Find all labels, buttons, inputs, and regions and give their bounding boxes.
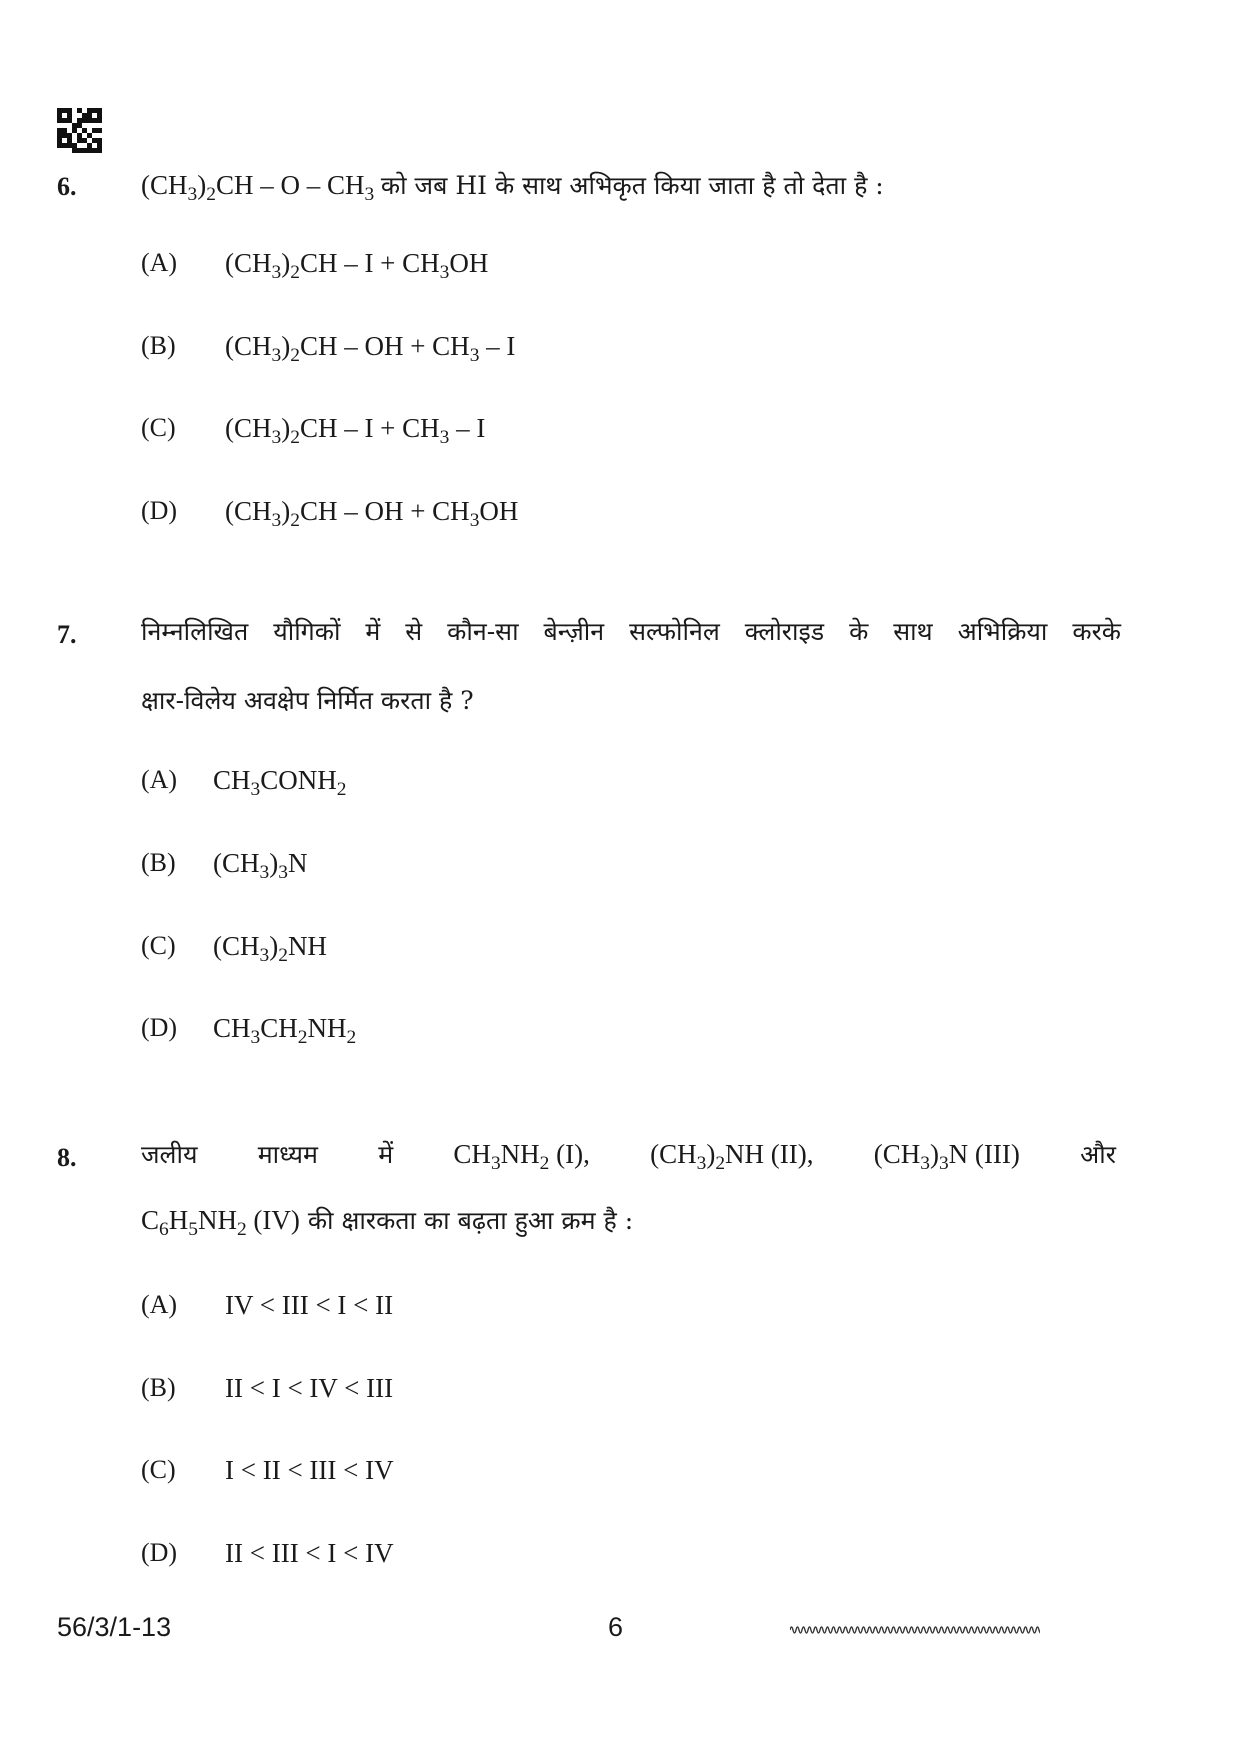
q8-option-b-text: II < I < IV < III (225, 1373, 394, 1403)
q6-option-c: (C) $(CH_3)_2CH - I + CH_3 - I$ (141, 413, 486, 449)
q6-option-a-text: $(CH_3)_2CH - I + CH_3OH$ (225, 248, 489, 284)
q8-compound-1: $CH_3NH_2$ (I), (453, 1139, 590, 1175)
q8-stem-line-2-text: की क्षारकता का बढ़ता हुआ क्रम है : (299, 1206, 634, 1235)
q7-stem-line-2: क्षार-विलेय अवक्षेप निर्मित करता है ? (141, 686, 474, 715)
q8-option-c: (C) I < II < III < IV (141, 1455, 394, 1485)
q6-stem-formula: $(CH_3)_2CH$ – O – $CH_3$ (141, 170, 375, 206)
q7-option-b-text: $(CH_3)_3N$ (213, 848, 308, 884)
paper-code: 56/3/1-13 (57, 1612, 172, 1642)
page-number: 6 (608, 1612, 624, 1642)
question-7-number: 7. (57, 620, 77, 649)
q7-option-b: (B) $(CH_3)_3N$ (141, 848, 308, 884)
q8-stem-line-1 (141, 1137, 1116, 1175)
q7-stem-line-1: निम्नलिखित यौगिकों में से कौन-सा बेन्ज़ीन सल्फोनिल क्लोराइड के साथ अभिक्रिया करके (141, 617, 1121, 646)
q8-option-a-text: IV < III < I < II (225, 1290, 394, 1320)
q8-word-2: माध्यम (257, 1140, 318, 1169)
q7-option-a-text: $CH_3CONH_2$ (213, 765, 347, 801)
q7-option-d-text: $CH_3CH_2NH_2$ (213, 1013, 357, 1049)
q8-word-3: में (378, 1140, 394, 1169)
q7-option-d: (D) $CH_3CH_2NH_2$ (141, 1013, 357, 1049)
q8-compound-4: $C_6H_5NH_2$ (IV) (141, 1205, 300, 1241)
q8-word-and: और (1080, 1140, 1116, 1169)
q6-option-c-text: $(CH_3)_2CH - I + CH_3 - I$ (225, 413, 486, 449)
q6-option-a: (A) $(CH_3)_2CH - I + CH_3OH$ (141, 248, 489, 284)
q7-option-c-text: $(CH_3)_2NH$ (213, 931, 327, 967)
wavy-line-icon (790, 1620, 1040, 1640)
q8-option-d-text: II < III < I < IV (225, 1538, 394, 1568)
question-8-number: 8. (57, 1143, 77, 1172)
q8-option-d: (D) II < III < I < IV (141, 1538, 394, 1568)
q6-option-d-text: $(CH_3)_2CH$ – OH + $CH_3OH$ (225, 496, 519, 532)
q6-stem-text: को जब HI के साथ अभिकृत किया जाता है तो देता है : (380, 171, 884, 200)
q7-option-a: (A) $CH_3CONH_2$ (141, 765, 347, 801)
q7-option-c: (C) $(CH_3)_2NH$ (141, 931, 327, 967)
question-6-stem (141, 168, 884, 206)
q6-option-b-text: $(CH_3)_2CH$ – OH + $CH_3$ – I (225, 331, 516, 367)
q8-stem-line-2 (141, 1203, 634, 1241)
q8-compound-2: $(CH_3)_2NH$ (II), (650, 1139, 814, 1175)
q8-compound-3: $(CH_3)_3N$ (III) (873, 1139, 1020, 1175)
question-6-number: 6. (57, 172, 77, 201)
q8-word-1: जलीय (141, 1140, 198, 1169)
q6-option-b: (B) $(CH_3)_2CH$ – OH + $CH_3$ – I (141, 331, 516, 367)
qr-code-icon (57, 108, 102, 153)
q8-option-c-text: I < II < III < IV (225, 1455, 394, 1485)
q6-option-d: (D) $(CH_3)_2CH$ – OH + $CH_3OH$ (141, 496, 519, 532)
q8-option-a: (A) IV < III < I < II (141, 1290, 394, 1320)
q8-option-b: (B) II < I < IV < III (141, 1373, 394, 1403)
